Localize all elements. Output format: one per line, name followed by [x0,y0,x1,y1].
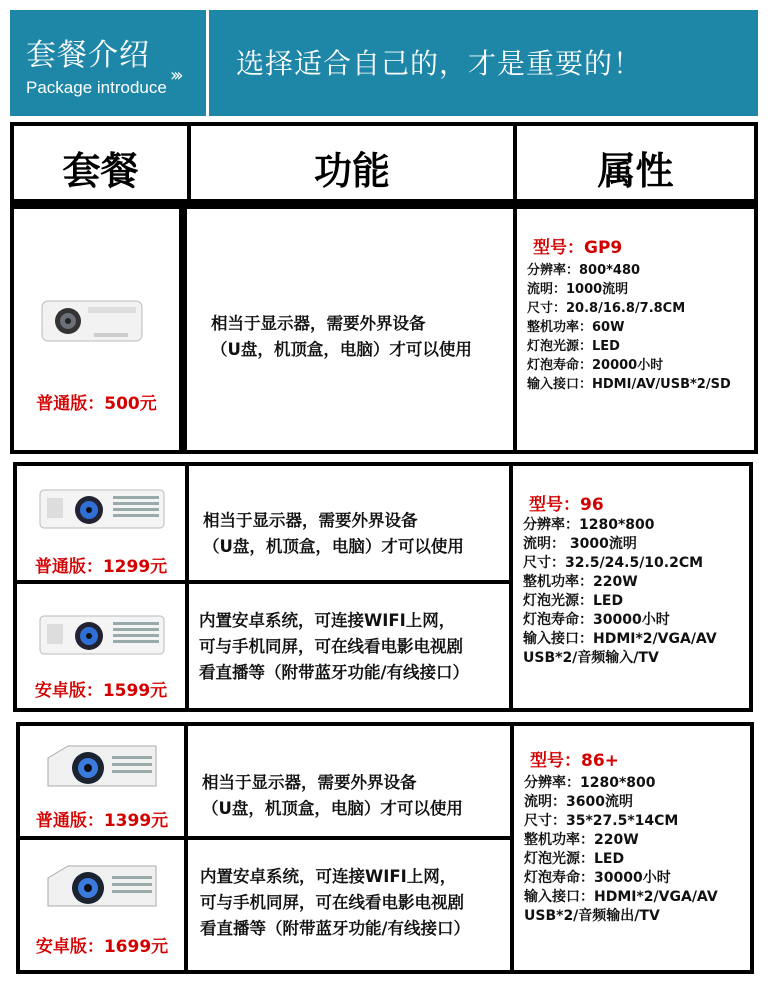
spec-item: 灯泡光源：LED [523,593,624,609]
function-line: 看直播等（附带蓝牙功能/有线接口） [199,663,470,682]
spec-list [527,261,750,394]
function-line: 看直播等（附带蓝牙功能/有线接口） [200,919,471,938]
spec-item: 分辨率：1280*800 [524,775,656,791]
header-cell-package [14,126,187,199]
function-line: （U盘，机顶盒，电脑）才可以使用 [202,799,463,818]
function-cell [187,209,513,450]
banner-title: 套餐介绍 [26,38,150,73]
spec-item: 流明：3600流明 [524,794,633,810]
function-line: 相当于显示器，需要外界设备 [211,314,426,333]
spec-item: 灯泡寿命：30000小时 [524,870,671,886]
spec-item: 灯泡寿命：20000小时 [527,358,664,373]
table-group-2 [13,462,753,712]
projector-image [37,606,167,662]
function-text [203,508,505,560]
attributes-cell [517,209,754,450]
package-cell [20,840,184,970]
function-line: 可与手机同屏，可在线看电影电视剧 [200,893,464,912]
package-cell [20,726,184,836]
function-cell [189,466,509,580]
function-cell [188,840,510,970]
package-price: 安卓版：1699元 [35,937,169,957]
column-header-package: 套餐 [62,149,139,193]
header-banner [10,10,758,116]
function-cell [189,584,509,708]
function-text [211,311,509,363]
spec-item: USB*2/音频输出/TV [524,908,660,924]
spec-item: 输入接口：HDMI/AV/USB*2/SD [527,377,731,392]
banner-divider [206,10,209,116]
attributes-cell [514,726,750,970]
table-group-3 [16,722,754,974]
banner-slogan: 选择适合自己的，才是重要的！ [236,47,643,80]
projector-image [42,858,162,918]
banner-title-block [26,30,167,98]
function-text [202,770,506,822]
spec-item: 尺寸：35*27.5*14CM [524,813,679,829]
function-text [199,608,505,686]
spec-item: 分辨率：1280*800 [523,517,655,533]
spec-item: 灯泡光源：LED [524,851,625,867]
spec-item: USB*2/音频输入/TV [523,650,659,666]
package-cell [17,584,185,708]
model-label: 型号：96 [529,495,604,515]
projector-image [38,289,148,349]
function-line: 相当于显示器，需要外界设备 [202,773,417,792]
table-group-1 [10,122,758,454]
function-line: （U盘，机顶盒，电脑）才可以使用 [211,340,472,359]
function-line: 可与手机同屏，可在线看电影电视剧 [199,637,463,656]
function-line: 内置安卓系统，可连接WIFI上网， [199,611,456,630]
spec-item: 输入接口：HDMI*2/VGA/AV [524,889,718,905]
function-text [200,864,506,942]
spec-item: 输入接口：HDMI*2/VGA/AV [523,631,717,647]
banner-subtitle: Package introduce [26,78,167,97]
function-line: 相当于显示器，需要外界设备 [203,511,418,530]
package-price: 普通版：1299元 [34,557,168,577]
spec-item: 灯泡寿命：30000小时 [523,612,670,628]
package-price: 安卓版：1599元 [34,681,168,701]
projector-image [42,738,162,798]
column-header-function: 功能 [313,149,390,193]
function-line: （U盘，机顶盒，电脑）才可以使用 [203,537,464,556]
spec-item: 整机功率：220W [524,832,639,848]
spec-item: 尺寸：32.5/24.5/10.2CM [523,555,704,571]
model-label: 型号：86+ [530,751,619,771]
function-line: 内置安卓系统，可连接WIFI上网， [200,867,457,886]
chevron-right-icon: ››› [170,65,180,86]
header-cell-attributes [517,126,754,199]
package-price: 普通版：1399元 [35,811,169,831]
spec-list [524,774,746,926]
projector-image [37,480,167,536]
package-cell [17,466,185,580]
spec-item: 整机功率：220W [523,574,638,590]
spec-item: 整机功率：60W [527,320,625,335]
spec-item: 分辨率：800*480 [527,263,641,278]
model-label: 型号：GP9 [533,238,623,258]
header-cell-function [191,126,513,199]
spec-item: 流明： 3000流明 [523,536,637,552]
spec-item: 尺寸：20.8/16.8/7.8CM [527,301,686,316]
package-cell [14,209,179,450]
package-price: 普通版：500元 [36,394,157,414]
function-cell [188,726,510,836]
spec-list [523,516,745,668]
column-header-attributes: 属性 [597,149,674,193]
attributes-cell [513,466,749,708]
spec-item: 灯泡光源：LED [527,339,620,354]
spec-item: 流明：1000流明 [527,282,629,297]
